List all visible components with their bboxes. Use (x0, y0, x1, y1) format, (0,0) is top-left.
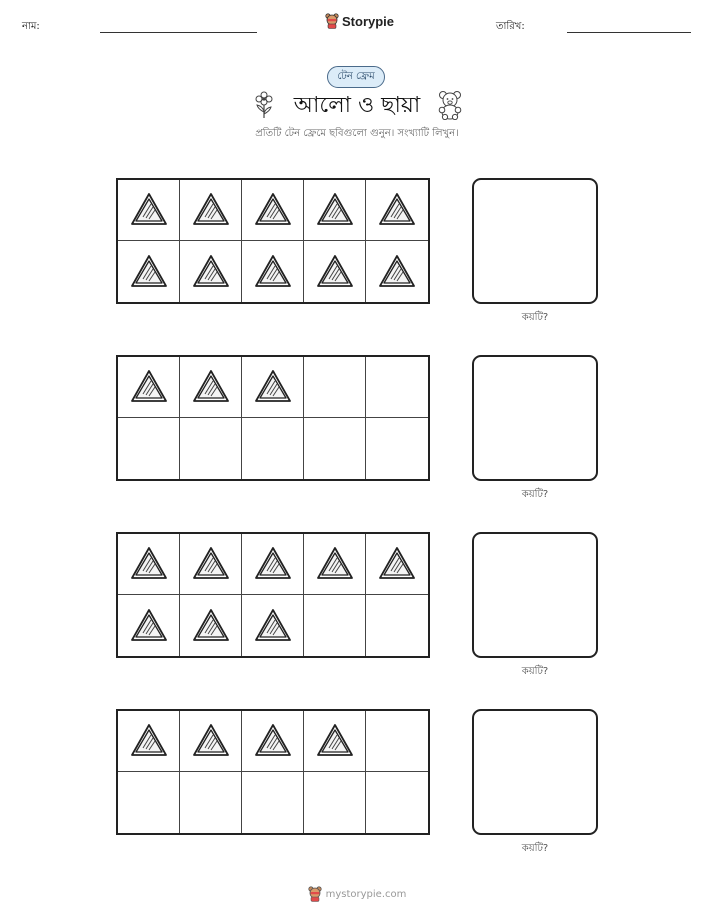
answer-prompt-2: কয়টি? (521, 489, 549, 500)
prism-triangle-icon (253, 606, 293, 646)
prism-triangle-icon (191, 252, 231, 292)
frame-cell (304, 357, 366, 418)
frame-cell (180, 711, 242, 772)
date-label: তারিখ: (496, 21, 525, 32)
frame-cell (242, 711, 304, 772)
prism-triangle-icon (129, 606, 169, 646)
frame-cell (180, 534, 242, 595)
prism-triangle-icon (129, 190, 169, 230)
prism-triangle-icon (253, 252, 293, 292)
prism-triangle-icon (129, 252, 169, 292)
frame-cell (180, 180, 242, 241)
frame-cell (366, 180, 428, 241)
answer-prompt-1: কয়টি? (521, 312, 549, 323)
instructions: প্রতিটি টেন ফ্রেমে ছবিগুলো গুনুন। সংখ্যাটি লিখুন। (255, 128, 459, 139)
topic-badge: টেন ফ্রেম (327, 66, 385, 88)
frame-cell (242, 180, 304, 241)
prism-triangle-icon (191, 367, 231, 407)
prism-triangle-icon (191, 190, 231, 230)
frame-cell (304, 418, 366, 479)
frame-cell (304, 180, 366, 241)
prism-triangle-icon (129, 544, 169, 584)
footer-site: mystorypie.com (325, 888, 407, 900)
prism-triangle-icon (377, 544, 417, 584)
answer-box-3[interactable] (472, 532, 598, 658)
ten-frame-3 (116, 532, 430, 658)
answer-box-4[interactable] (472, 709, 598, 835)
frame-cell (180, 418, 242, 479)
frame-cell (242, 241, 304, 302)
prism-triangle-icon (315, 721, 355, 761)
prism-triangle-icon (129, 721, 169, 761)
prism-triangle-icon (315, 190, 355, 230)
prism-triangle-icon (253, 544, 293, 584)
frame-cell (242, 595, 304, 656)
answer-prompt-4: কয়টি? (521, 843, 549, 854)
frame-cell (118, 180, 180, 241)
frame-cell (366, 772, 428, 833)
ten-frame-4 (116, 709, 430, 835)
prism-triangle-icon (377, 252, 417, 292)
prism-triangle-icon (253, 367, 293, 407)
prism-triangle-icon (253, 721, 293, 761)
ten-frame-2 (116, 355, 430, 481)
frame-cell (242, 357, 304, 418)
frame-cell (304, 711, 366, 772)
answer-box-1[interactable] (472, 178, 598, 304)
frame-cell (118, 241, 180, 302)
prism-triangle-icon (191, 544, 231, 584)
frame-cell (304, 595, 366, 656)
name-label: নাম: (22, 21, 40, 32)
frame-cell (304, 772, 366, 833)
frame-cell (242, 534, 304, 595)
frame-cell (304, 534, 366, 595)
prism-triangle-icon (191, 721, 231, 761)
frame-cell (366, 711, 428, 772)
footer (0, 886, 714, 902)
date-line[interactable] (567, 32, 691, 33)
answer-box-2[interactable] (472, 355, 598, 481)
frame-cell (180, 772, 242, 833)
frame-cell (180, 595, 242, 656)
prism-triangle-icon (253, 190, 293, 230)
frame-cell (118, 534, 180, 595)
frame-cell (242, 418, 304, 479)
frame-cell (366, 418, 428, 479)
prism-triangle-icon (129, 367, 169, 407)
ten-frame-1 (116, 178, 430, 304)
frame-cell (180, 241, 242, 302)
prism-triangle-icon (191, 606, 231, 646)
frame-cell (366, 241, 428, 302)
frame-cell (366, 534, 428, 595)
answer-prompt-3: কয়টি? (521, 666, 549, 677)
frame-cell (180, 357, 242, 418)
prism-triangle-icon (377, 190, 417, 230)
frame-cell (242, 772, 304, 833)
frame-cell (366, 595, 428, 656)
bear-mascot-icon (308, 886, 322, 902)
prism-triangle-icon (315, 544, 355, 584)
teddy-bear-icon (437, 90, 463, 120)
frame-cell (118, 772, 180, 833)
worksheet-title: আলো ও ছায়া (293, 93, 421, 118)
frame-cell (118, 357, 180, 418)
bear-mascot-icon (325, 13, 339, 29)
name-line[interactable] (100, 32, 257, 33)
frame-cell (118, 418, 180, 479)
brand-name: Storypie (342, 13, 395, 29)
brand-logo (325, 13, 394, 29)
frame-cell (366, 357, 428, 418)
frame-cell (118, 595, 180, 656)
prism-triangle-icon (315, 252, 355, 292)
frame-cell (304, 241, 366, 302)
frame-cell (118, 711, 180, 772)
